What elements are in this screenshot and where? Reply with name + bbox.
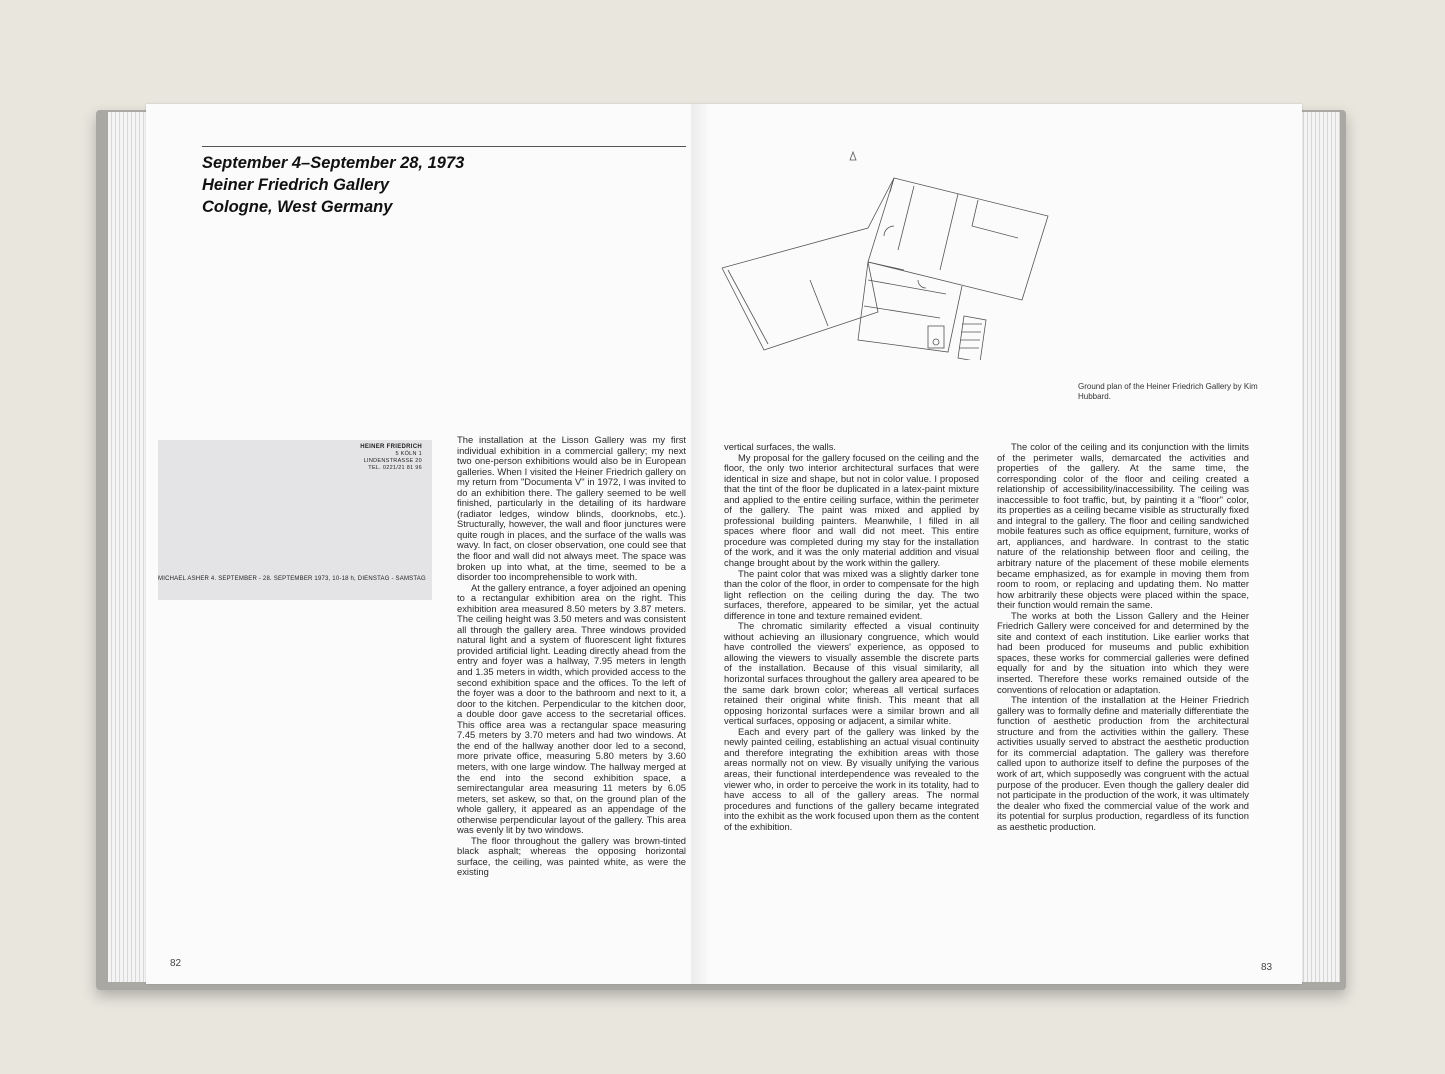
paragraph: Each and every part of the gallery was linked by the newly painted ceiling, establishing an actual visual continuity and therefore integrating the exhibition areas with those areas normally not on view. By visually unifying the various areas, their functional interdependence was revealed to the viewer who, in order to perceive the work in its totality, had to have access to all of the gallery areas. The normal procedures and functions of the gallery became integrated into the exhibit as the work focused upon them as the content of the exhibition. <box>724 725 979 832</box>
plan-caption: Ground plan of the Heiner Friedrich Gallery by Kim Hubbard. <box>1078 382 1258 401</box>
paragraph: My proposal for the gallery focused on the ceiling and the floor, the only two interior architectural surfaces that were identical in size and shape, but not in color value. I proposed that the tint of the floor be duplicated in a latex-paint mixture and applied to the entire ceiling surface, within the perimeter of the gallery. The paint was mixed and applied by professional building painters. Meanwhile, I filled in all spaces where floor and wall did not meet. This entire procedure was completed during my stay for the installation of the work, and it was the only material addition and visual change brought about by the work within the gallery. <box>724 451 979 569</box>
card-footer: MICHAEL ASHER 4. SEPTEMBER - 28. SEPTEMBER 1973, 10-18 h, DIENSTAG - SAMSTAG <box>158 576 426 582</box>
card-address-1: 5 KÖLN 1 <box>395 451 422 457</box>
right-page <box>692 104 1302 984</box>
card-letterhead <box>360 444 422 472</box>
heading-gallery: Heiner Friedrich Gallery <box>202 176 390 194</box>
paragraph: The installation at the Lisson Gallery was my first individual exhibition in a commercial gallery; my next two one-person exhibitions would also be in European galleries. When I visited the Heiner Friedrich gallery on my return from "Documenta V" in 1972, I was invited to do an exhibition there. The gallery seemed to be well finished, particularly in the detailing of its hardware (radiator ledges, window blinds, doorknobs, etc.). Structurally, however, the wall and floor junctures were quite rough in places, and the surface of the walls was wavy. In fact, on closer observation, one could see that the floor and wall did not always meet. The space was broken up into what, at the time, seemed to be a disorder too incomprehensible to work with. <box>457 435 686 583</box>
paragraph: At the gallery entrance, a foyer adjoined an opening to a rectangular exhibition area on the right. This exhibition area measured 8.50 meters by 3.87 meters. The ceiling height was 3.50 meters and was consistent all through the gallery area. Three windows provided natural light and a system of fluorescent light fixtures provided artificial light. Leading directly ahead from the entry and foyer was a hallway, 7.95 meters in length and 1.35 meters in width, which provided access to the second exhibition space and the offices. To the left of the foyer was a door to the bathroom and next to it, a door to the kitchen. Perpendicular to the kitchen door, a double door gave access to the secretarial offices. This office area was a rectangular space measuring 7.45 meters by 3.70 meters and had two windows. At the end of the hallway another door led to a second, more private office, measuring 5.80 meters by 3.60 meters, with one large window. The hallway merged at the end into the second exhibition space, a semirectangular area measuring 11 meters by 6.05 meters, set askew, so that, on the ground plan of the whole gallery, it appeared as an appendage of the otherwise perpendicular layout of the gallery. This area was evenly lit by two windows. <box>457 581 686 836</box>
left-page <box>146 104 692 984</box>
left-text-column <box>457 435 686 963</box>
paragraph: The paint color that was mixed was a slightly darker tone than the color of the floor, in order to compensate for the high light reflection on the ceiling during the day. The two surfaces, therefore, appeared to be similar, yet the actual difference in tone and texture remained evident. <box>724 567 979 621</box>
header-rule <box>202 146 686 147</box>
paragraph: The works at both the Lisson Gallery and the Heiner Friedrich Gallery were conceived for and determined by the site and context of each institution. Like earlier works that had been produced for museums and public exhibition spaces, these works for commercial galleries were defined equally for and by the situation into which they were inserted. Therefore these works remained outside of the conventions of relocation or adaptation. <box>997 609 1249 695</box>
heading-location: Cologne, West Germany <box>202 198 393 216</box>
page-edges-left <box>108 112 148 982</box>
paragraph: vertical surfaces, the walls. <box>724 442 837 452</box>
page-number-left: 82 <box>170 958 182 969</box>
card-address-3: TEL. 0221/21 81 96 <box>368 465 422 471</box>
page-number-right: 83 <box>1261 962 1273 973</box>
card-gallery-name: HEINER FRIEDRICH <box>360 444 422 450</box>
ground-plan-drawing <box>718 130 1058 360</box>
invitation-card <box>158 440 432 600</box>
paragraph: The color of the ceiling and its conjunction with the limits of the perimeter walls, demarcated the activities and properties of the gallery. At the same time, the corresponding color of the floor and ceiling created a relationship of accessibility/inaccessibility. The ceiling was inaccessible to foot traffic, but, by painting it a "floor" color, its properties as a ceiling became visible as structurally fixed and integral to the gallery. The floor and ceiling sandwiched mobile features such as office equipment, furniture, works of art, appliances, and hardware. In contrast to the static nature of the relationship between floor and ceiling, the arbitrary nature of the placement of these mobile elements became emphasized, as for example in moving them from room to room, or replacing and updating them. No matter how arbitrarily these objects were placed within the space, their function would remain the same. <box>997 442 1249 611</box>
right-text-column-1 <box>724 442 979 958</box>
right-text-column-2 <box>997 442 1249 942</box>
paragraph: The chromatic similarity effected a visual continuity without achieving an illusionary congruence, which would have controlled the viewers' experience, as opposed to allowing the viewers to visually assemble the discrete parts of the installation. Because of this visual similarity, all horizontal surfaces throughout the gallery area apeared to be the same dark brown color; whereas all vertical surfaces retained their original white finish. This meant that all opposing horizontal surfaces were a similar brown and all vertical surfaces, opposing or adjacent, a similar white. <box>724 620 979 727</box>
heading-dates: September 4–September 28, 1973 <box>202 154 465 172</box>
page-edges-right <box>1300 112 1340 982</box>
card-address-2: LINDENSTRASSE 20 <box>363 458 422 464</box>
paragraph: The intention of the installation at the Heiner Friedrich gallery was to formally define and materially differentiate the function of aesthetic production from the architectural structure and from the activities within the gallery. These activities usually served to abstract the aesthetic production for its commercial adaptation. The gallery was therefore called upon to authorize itself to define the purposes of the work of art, which supposedly was congruent with the actual purpose of the producer. Even though the gallery dealer did not participate in the production of the work, it was ultimately the dealer who fixed the commercial value of the work and its potential for surplus production, regardless of its function as aesthetic production. <box>997 694 1249 832</box>
paragraph: The floor throughout the gallery was brown-tinted black asphalt; whereas the opposing horizontal surface, the ceiling, was painted white, as were the existing <box>457 834 686 878</box>
exhibition-heading <box>202 152 622 218</box>
